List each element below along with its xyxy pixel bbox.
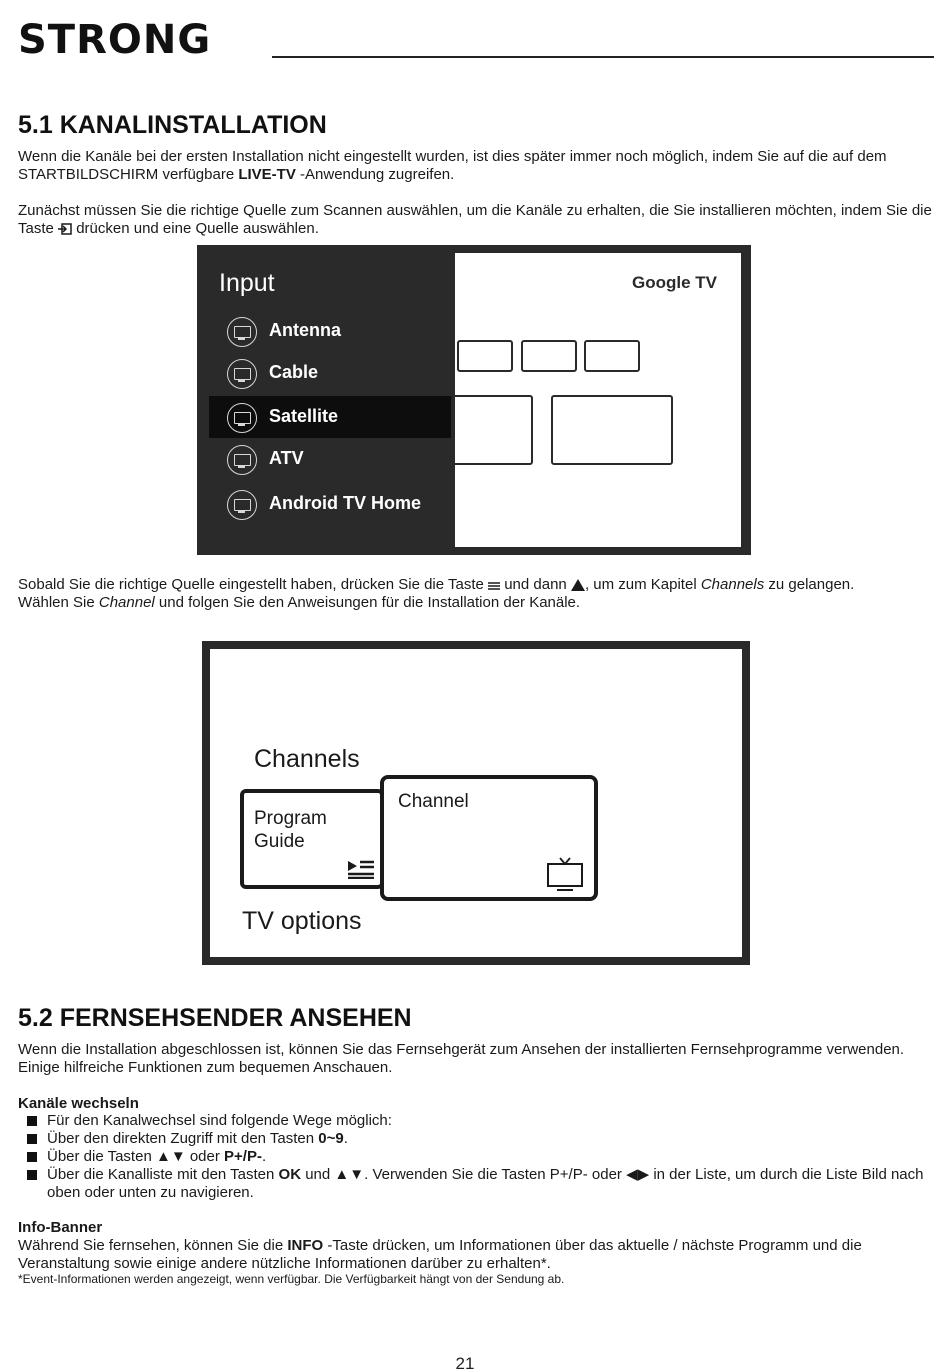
key-label: INFO (287, 1237, 324, 1254)
up-down-arrows-icon: ▲▼ (334, 1166, 365, 1183)
paragraph-intro (18, 148, 933, 184)
text: Während Sie fernsehen, können Sie die (18, 1237, 288, 1254)
input-item-antenna[interactable] (209, 310, 453, 352)
channel-card[interactable] (380, 775, 598, 901)
footnote: *Event-Informationen werden angezeigt, wenn verfügbar. Die Verfügbarkeit hängt von der Sendung ab. (18, 1272, 565, 1286)
tv-options-heading: TV options (242, 907, 362, 935)
up-down-arrows-icon: ▲▼ (155, 1148, 186, 1165)
left-right-arrows-icon: ◀▶ (626, 1166, 650, 1183)
tv-icon (227, 359, 257, 389)
text: , um zum Kapitel (584, 576, 701, 593)
section-title-kanalinstallation: 5.1 KANALINSTALLATION (18, 111, 327, 139)
input-item-android-tv-home[interactable] (209, 483, 453, 525)
text: zu gelangen. (764, 576, 855, 593)
input-item-label: ATV (269, 448, 304, 468)
key-label: P+/P- (224, 1148, 262, 1165)
subheading-info-banner: Info-Banner (18, 1219, 103, 1236)
app-tile (521, 340, 577, 372)
key-label: 0~9 (318, 1130, 344, 1147)
tv-icon (227, 445, 257, 475)
input-item-cable[interactable] (209, 352, 453, 394)
list-item (26, 1130, 936, 1148)
text: in der Liste, um durch die Liste Bild nach oben oder unten zu navigieren. (47, 1166, 924, 1201)
channel-switch-list (26, 1112, 936, 1202)
paragraph-info-banner (18, 1237, 933, 1273)
strong-logo: STRONG (18, 17, 212, 63)
channels-term: Channels (700, 576, 765, 593)
text: -Taste drücken, um Informationen über das aktuelle / nächste Programm und die Veranstaltung sowie einige andere nützliche Informationen darüber zu erhalten*. (18, 1237, 862, 1272)
channel-term: Channel (98, 594, 155, 611)
text: Über die Tasten (47, 1148, 156, 1165)
input-source-icon (58, 223, 72, 235)
input-item-satellite[interactable] (209, 396, 453, 438)
list-item (26, 1112, 936, 1130)
input-item-label: Android TV Home (269, 493, 421, 513)
program-guide-icon (348, 859, 374, 879)
text: . Verwenden Sie die Tasten P+/P- oder (364, 1166, 627, 1183)
text: Über den direkten Zugriff mit den Tasten (47, 1130, 319, 1147)
text: . (343, 1130, 348, 1147)
text: Wählen Sie (18, 594, 99, 611)
key-label: OK (278, 1166, 302, 1183)
tv-icon (227, 403, 257, 433)
header-rule (272, 56, 934, 58)
channels-heading: Channels (254, 745, 360, 773)
program-guide-label: Program Guide (254, 808, 327, 852)
channels-figure (202, 641, 750, 965)
text: drücken und eine Quelle auswählen. (72, 220, 319, 237)
paragraph-watch: Wenn die Installation abgeschlossen ist, können Sie das Fernsehgerät zum Ansehen der installierten Fernsehprogramme verwenden. Einige hilfreiche Funktionen zum bequemen Anschauen. (18, 1041, 905, 1076)
text: . (261, 1148, 267, 1165)
paragraph-channels-nav (18, 576, 933, 612)
input-menu-title: Input (219, 269, 275, 297)
text: und (301, 1166, 335, 1183)
subheading-kanaele-wechseln: Kanäle wechseln (18, 1095, 139, 1112)
tv-icon (227, 490, 257, 520)
google-tv-label: Google TV (632, 273, 717, 292)
channel-label: Channel (398, 791, 469, 812)
app-tile (457, 340, 513, 372)
input-item-label: Antenna (269, 320, 341, 340)
tv-antenna-icon (546, 857, 584, 891)
text: Zunächst müssen Sie die richtige Quelle zum Scannen auswählen, um die Kanäle zu erhalten, die Sie installieren möchten, indem Sie die Taste (18, 202, 932, 237)
text: Wenn die Kanäle bei der ersten Installation nicht eingestellt wurden, ist dies später immer noch möglich, indem Sie auf die auf dem STARTBILDSCHIRM verfügbare (18, 148, 887, 183)
app-tile (584, 340, 640, 372)
text: und dann (500, 576, 571, 593)
program-guide-card[interactable] (240, 789, 384, 889)
list-item (26, 1148, 936, 1166)
live-tv-label: LIVE-TV (238, 166, 296, 183)
content-tile (451, 395, 533, 465)
text: und folgen Sie den Anweisungen für die Installation der Kanäle. (154, 594, 581, 611)
input-menu-figure (197, 245, 751, 555)
text: Für den Kanalwechsel sind folgende Wege möglich: (47, 1112, 392, 1129)
text: Über die Kanalliste mit den Tasten (47, 1166, 279, 1183)
input-item-label: Satellite (269, 406, 339, 426)
text: -Anwendung zugreifen. (295, 166, 455, 183)
tv-icon (227, 317, 257, 347)
text: Sobald Sie die richtige Quelle eingestellt haben, drücken Sie die Taste (18, 576, 489, 593)
content-tile (551, 395, 673, 465)
input-item-label: Cable (269, 362, 319, 382)
up-arrow-icon (571, 579, 585, 591)
tv-screen-preview (455, 253, 741, 547)
text: oder (185, 1148, 225, 1165)
input-item-atv[interactable] (209, 438, 453, 480)
list-item (26, 1166, 936, 1202)
paragraph-source (18, 202, 933, 238)
section-title-fernsehsender: 5.2 FERNSEHSENDER ANSEHEN (18, 1004, 412, 1032)
menu-icon (488, 581, 500, 591)
page-number: 21 (455, 1354, 475, 1372)
